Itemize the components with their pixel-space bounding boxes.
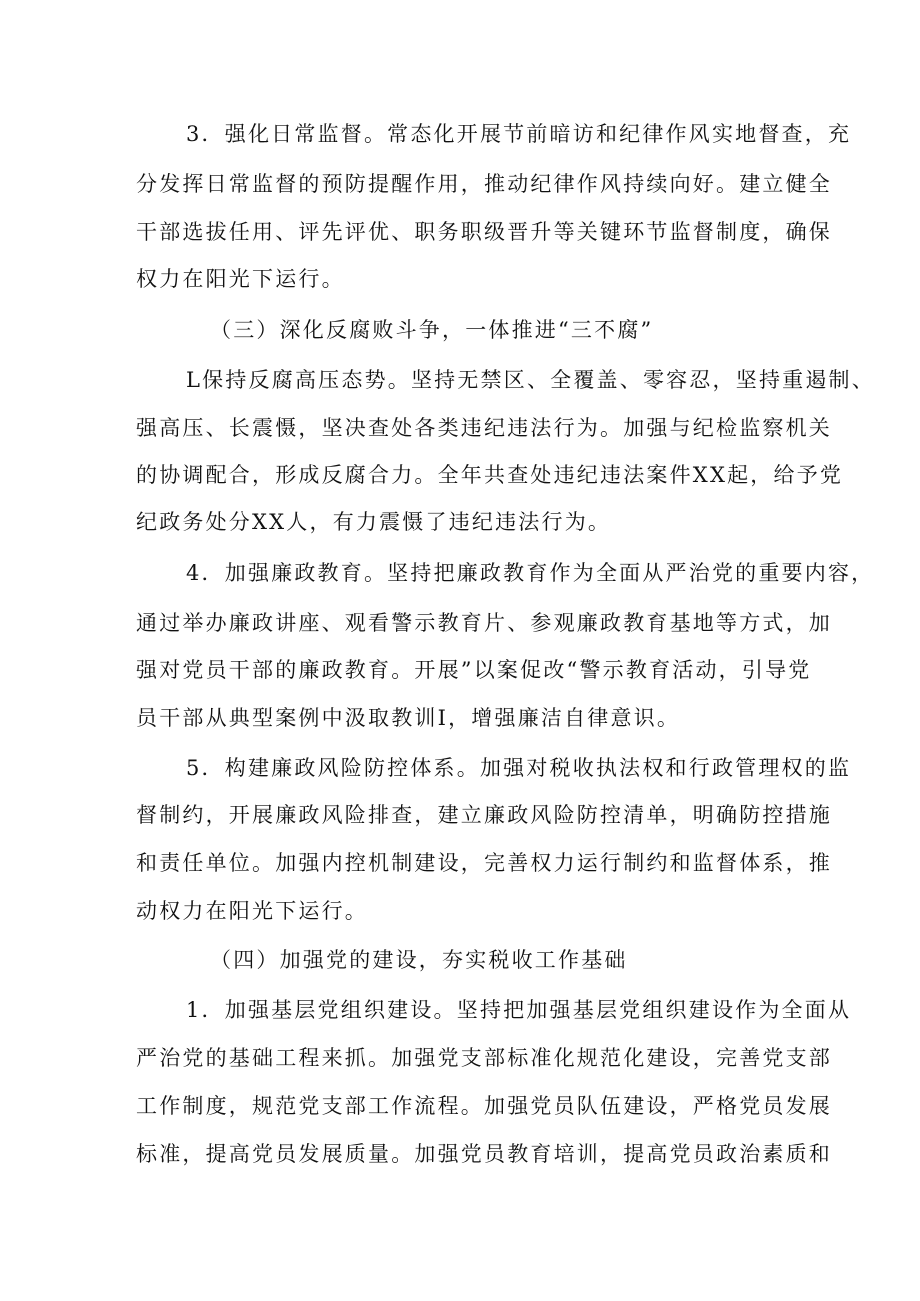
paragraph-3-line-2: 分发挥日常监督的预防提醒作用，推动纪律作风持续向好。建立健全 (136, 172, 832, 196)
paragraph-3-line-1: 3．强化日常监督。常态化开展节前暗访和纪律作风实地督查，充 (186, 122, 852, 146)
paragraph-l-line-2: 强高压、长震慑，坚决查处各类违纪违法行为。加强与纪检监察机关 (136, 416, 832, 440)
paragraph-4-line-3: 强对党员干部的廉政教育。开展”以案促改“警示教育活动，引导党 (136, 658, 812, 682)
paragraph-1-line-4: 标准，提高党员发展质量。加强党员教育培训，提高党员政治素质和 (136, 1142, 832, 1166)
paragraph-5-line-1: 5．构建廉政风险防控体系。加强对税收执法权和行政管理权的监 (186, 756, 852, 780)
paragraph-3-line-4: 权力在阳光下运行。 (136, 267, 345, 291)
paragraph-4-line-2: 通过举办廉政讲座、观看警示教育片、参观廉政教育基地等方式，加 (136, 611, 832, 635)
paragraph-l-line-3: 的协调配合，形成反腐合力。全年共查处违纪违法案件XX起，给予党 (136, 463, 844, 487)
paragraph-5-line-3: 和责任单位。加强内控机制建设，完善权力运行制约和监督体系，推 (136, 851, 832, 875)
section-heading-4: （四）加强党的建设，夯实税收工作基础 (210, 948, 628, 972)
paragraph-l-line-1: L保持反腐高压态势。坚持无禁区、全覆盖、零容忍，坚持重遏制、 (186, 368, 875, 392)
paragraph-1-line-1: 1．加强基层党组织建设。坚持把加强基层党组织建设作为全面从 (186, 998, 852, 1022)
paragraph-1-line-3: 工作制度，规范党支部工作流程。加强党员队伍建设，严格党员发展 (136, 1094, 832, 1118)
paragraph-1-line-2: 严治党的基础工程来抓。加强党支部标准化规范化建设，完善党支部 (136, 1046, 832, 1070)
section-heading-3: （三）深化反腐败斗争，一体推进“三不腐” (210, 318, 654, 342)
paragraph-3-line-3: 干部选拔任用、评先评优、职务职级晋升等关键环节监督制度，确保 (136, 220, 832, 244)
paragraph-4-line-1: 4．加强廉政教育。坚持把廉政教育作为全面从严治党的重要内容， (186, 561, 875, 585)
paragraph-l-line-4: 纪政务处分XX人，有力震慑了违纪违法行为。 (136, 510, 612, 534)
paragraph-4-line-4: 员干部从典型案例中汲取教训I，增强廉洁自律意识。 (136, 706, 681, 730)
paragraph-5-line-4: 动权力在阳光下运行。 (136, 899, 368, 923)
paragraph-5-line-2: 督制约，开展廉政风险排查，建立廉政风险防控清单，明确防控措施 (136, 803, 832, 827)
